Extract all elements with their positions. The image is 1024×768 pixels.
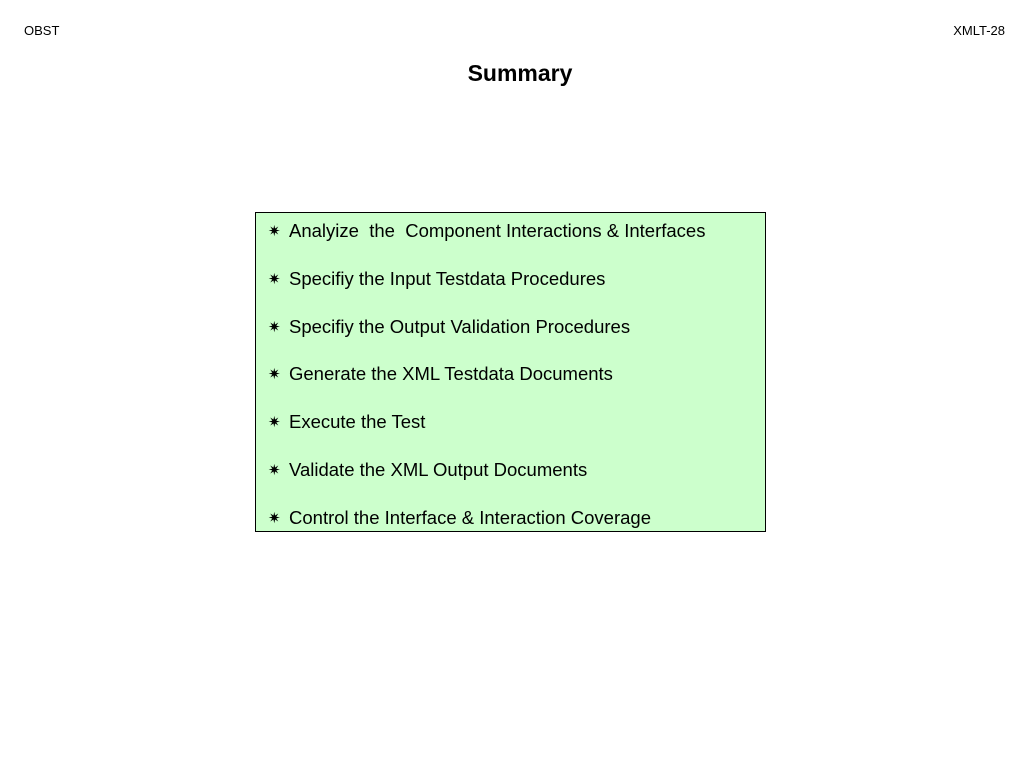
summary-box bbox=[255, 212, 766, 532]
star-bullet-icon: ✷ bbox=[268, 460, 281, 479]
summary-item-text: Control the Interface & Interaction Coverage bbox=[289, 506, 651, 528]
star-bullet-icon: ✷ bbox=[268, 269, 281, 288]
summary-item bbox=[268, 409, 705, 457]
star-bullet-icon: ✷ bbox=[268, 317, 281, 336]
summary-item-text: Specifiy the Input Testdata Procedures bbox=[289, 267, 606, 289]
slide-title: Summary bbox=[467, 60, 573, 86]
summary-item-text: Execute the Test bbox=[289, 411, 426, 433]
star-bullet-icon: ✷ bbox=[268, 413, 281, 432]
summary-item-text: Generate the XML Testdata Documents bbox=[289, 363, 613, 385]
summary-item-text: Validate the XML Output Documents bbox=[289, 458, 588, 480]
summary-item bbox=[268, 361, 705, 409]
summary-item bbox=[268, 505, 705, 553]
slide-number-label: XMLT-28 bbox=[953, 23, 1005, 38]
summary-item bbox=[268, 266, 705, 314]
summary-item bbox=[268, 457, 705, 505]
summary-item-text: Specifiy the Output Validation Procedures bbox=[289, 315, 631, 337]
star-bullet-icon: ✷ bbox=[268, 222, 281, 240]
star-bullet-icon: ✷ bbox=[268, 508, 281, 527]
summary-item-text: Analyize the Component Interactions & Interfaces bbox=[289, 220, 706, 241]
summary-item bbox=[268, 218, 705, 266]
summary-list bbox=[268, 218, 705, 553]
summary-item bbox=[268, 314, 705, 362]
star-bullet-icon: ✷ bbox=[268, 365, 281, 384]
header-left-label: OBST bbox=[24, 23, 60, 38]
